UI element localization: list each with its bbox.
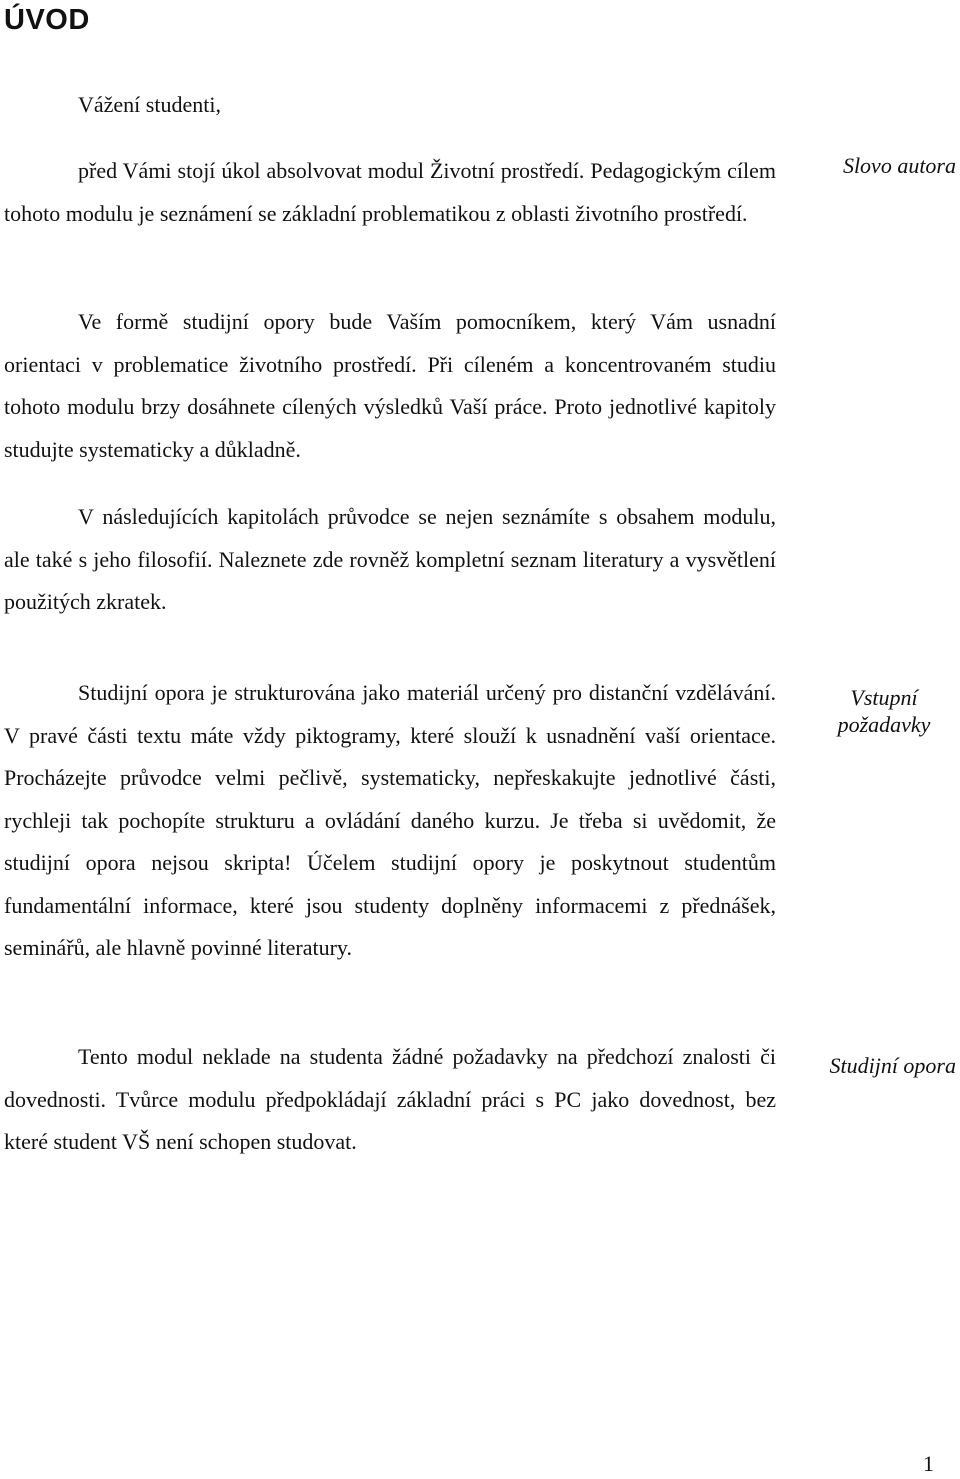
salutation: Vážení studenti, — [78, 92, 221, 117]
paragraph-structure: Studijní opora je strukturována jako materiál určený pro distanční vzdělávání. V pravé části textu máte vždy piktogramy, které slouží k usnadnění vaší orientace. Procházejte průvodce velmi pečlivě, systematicky, nepřeskakujte jednotlivé části, rychleji tak pochopíte strukturu a ovládání daného kurzu. Je třeba si uvědomit, že studijní opora nejsou skripta! Účelem studijní opory je poskytnout studentům fundamentální informace, které jsou studenty doplněny informacemi z přednášek, seminářů, ale hlavně povinné literatury. — [4, 680, 776, 960]
paragraph-requirements: Tento modul neklade na studenta žádné požadavky na předchozí znalosti či dovednosti. Tvůrce modulu předpokládají základní práci s PC jako dovednost, bez které student VŠ není schopen studovat. — [4, 1044, 776, 1154]
paragraph-chapters: V následujících kapitolách průvodce se nejen seznámíte s obsahem modulu, ale také s jeho filosofií. Naleznete zde rovněž kompletní seznam literatury a vysvětlení použitých zkratek. — [4, 504, 776, 614]
margin-note-author: Slovo autora — [842, 153, 956, 178]
paragraph-intro: před Vámi stojí úkol absolvovat modul Životní prostředí. Pedagogickým cílem tohoto modulu je seznámení se základní problematikou z oblasti životního prostředí. — [4, 158, 776, 226]
paragraph-requirements-block — [4, 1036, 776, 1164]
paragraph-intro-block — [4, 150, 776, 235]
margin-note-requirements: Vstupní požadavky — [837, 685, 931, 737]
page-title: ÚVOD — [4, 4, 90, 36]
margin-note-study-aid: Studijní opora — [829, 1053, 956, 1078]
paragraph-study-form: Ve formě studijní opory bude Vaším pomocníkem, který Vám usnadní orientaci v problematice životního prostředí. Při cíleném a koncentrovaném studiu tohoto modulu brzy dosáhnete cílených výsledků Vaší práce. Proto jednotlivé kapitoly studujte systematicky a důkladně. — [4, 309, 776, 462]
paragraph-chapters-block — [4, 496, 776, 624]
paragraph-study-form-block — [4, 301, 776, 471]
page-number: 1 — [923, 1451, 934, 1476]
paragraph-structure-block — [4, 672, 776, 970]
